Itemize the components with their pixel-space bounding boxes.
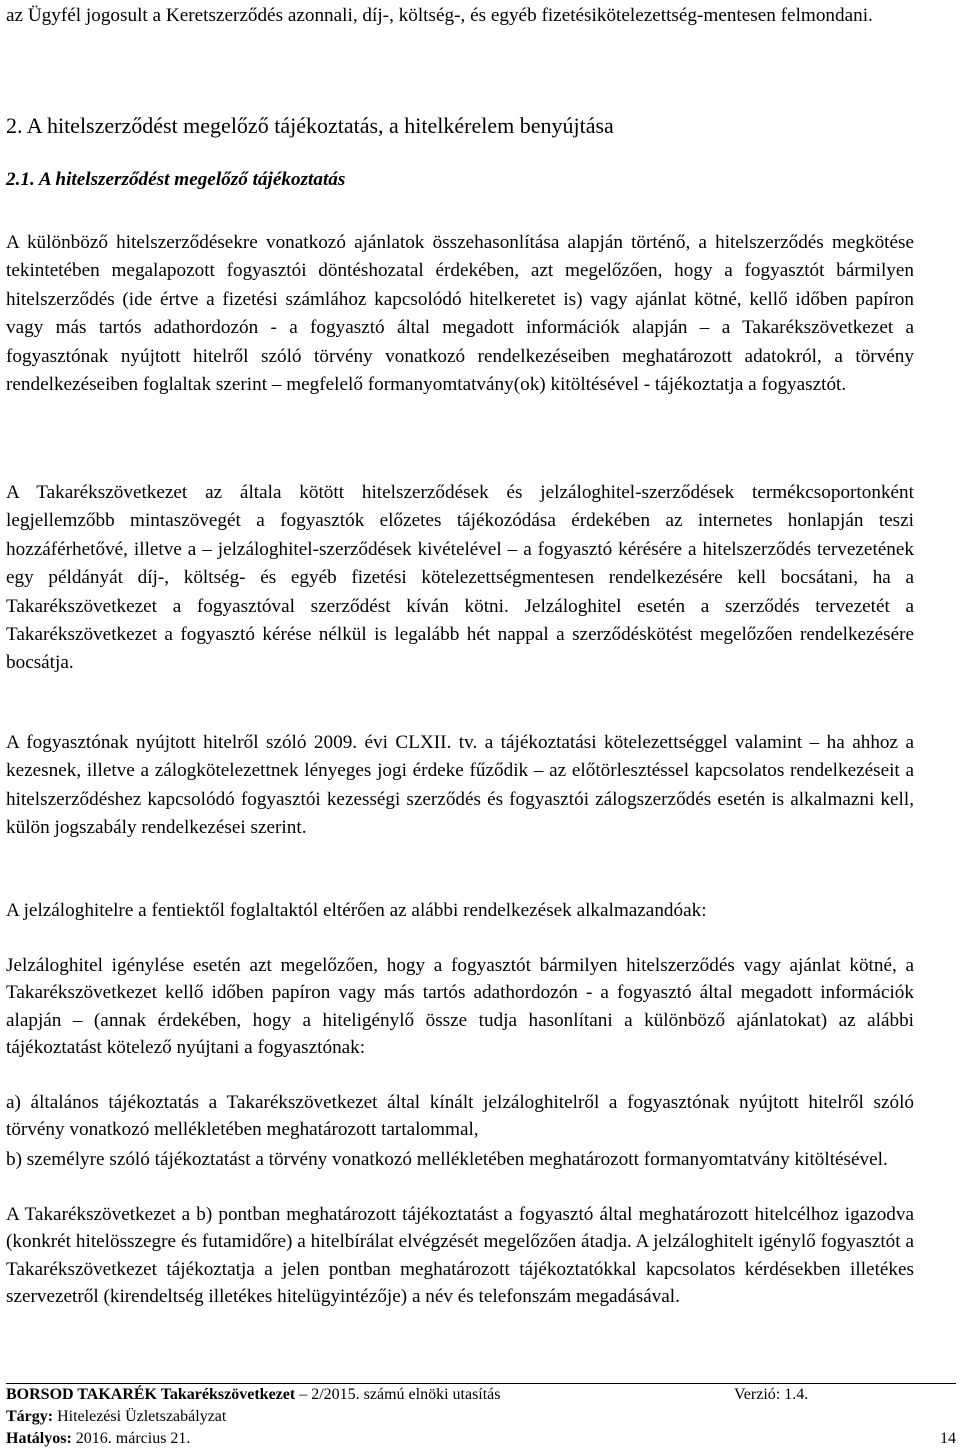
footer-doc-ref: – 2/2015. számú elnöki utasítás [295, 1386, 501, 1403]
paragraph-pre-contract-info: A különböző hitelszerződésekre vonatkozó ajánlatok összehasonlítása alapján történő, a hitelszerződés megkötése tekintetében megalapozott fogyasztói döntéshozatal érdekében, azt megelőzően, hogy a fogyasztót bármilyen hitelszerződés (ide értve a fizetési számlához kapcsolódó hitelkeretet is) vagy ajánlat kötné, kellő időben papíron vagy más tartós adathordozón - a fogyasztó által megadott információk alapján – a Takarékszövetkezet a fogyasztónak nyújtott hitelről szóló törvény vonatkozó rendelkezéseiben meghatározott adatokról, a törvény rendelkezéseiben foglaltak szerint – megfelelő formanyomtatvány(ok) kitöltésével - tájékoztatja a fogyasztót. [6, 232, 914, 396]
section-heading-2: 2. A hitelszerződést megelőző tájékoztatás, a hitelkérelem benyújtása [6, 113, 614, 138]
footer-effective-label: Hatályos: [6, 1430, 72, 1447]
paragraph-mortgage-handover: A Takarékszövetkezet a b) pontban meghatározott tájékoztatást a fogyasztó által meghatározott hitelcélhoz igazodva (konkrét hitelösszegre és futamidőre) a hitelbírálat elvégzését megelőzően átadja. A jelzáloghitelt igénylő fogyasztót a Takarékszövetkezet tájékoztatja a jelen pontban meghatározott tájékoztatókkal kapcsolatos kérdésekben illetékes szervezetről (kirendeltség illetékes hitelügyintézője) a név és telefonszám megadásával. [6, 1204, 914, 1308]
footer-organization: BORSOD TAKARÉK Takarékszövetkezet [6, 1386, 296, 1403]
paragraph-termination: az Ügyfél jogosult a Keretszerződés azonnali, díj-, költség-, és egyéb fizetésikötelezettség-mentesen felmondani. [6, 5, 873, 26]
list-item-b: b) személyre szóló tájékoztatást a törvény vonatkozó mellékletében meghatározott formanyomtatvány kitöltésével. [6, 1149, 888, 1170]
footer-version: Verzió: 1.4. [734, 1386, 809, 1403]
footer-row-3 [6, 1428, 956, 1450]
paragraph-mortgage-intro: A jelzáloghitelre a fentiektől foglaltaktól eltérően az alábbi rendelkezések alkalmazandóak: [6, 900, 707, 921]
list-item-a: a) általános tájékoztatás a Takarékszövetkezet által kínált jelzáloghitelről a fogyasztónak nyújtott hitelről szóló törvény vonatkozó mellékletében meghatározott tartalommal, [6, 1092, 914, 1141]
footer-row-2 [6, 1406, 956, 1428]
footer-subject-value: Hitelezési Üzletszabályzat [53, 1408, 227, 1425]
subsection-heading-2-1: 2.1. A hitelszerződést megelőző tájékoztatás [6, 169, 346, 190]
paragraph-mortgage-application: Jelzáloghitel igénylése esetén azt megelőzően, hogy a fogyasztót bármilyen hitelszerződés vagy ajánlat kötné, a Takarékszövetkezet kellő időben papíron vagy más tartós adathordozón - a fogyasztó által megadott információk alapján – (annak érdekében, hogy a hiteligénylő össze tudja hasonlítani a különböző ajánlatokat) az alábbi tájékoztatást kötelező nyújtani a fogyasztónak: [6, 955, 914, 1059]
paragraph-law-reference: A fogyasztónak nyújtott hitelről szóló 2009. évi CLXII. tv. a tájékoztatási kötelezettséggel valamint – ha ahhoz a kezesnek, illetve a zálogkötelezettnek lényeges jogi érdeke fűződik – az előtörlesztéssel kapcsolatos rendelkezéseit a hitelszerződéshez kapcsolódó fogyasztói kezességi szerződés és fogyasztói zálogszerződés esetén is alkalmazni kell, külön jogszabály rendelkezései szerint. [6, 732, 914, 839]
paragraph-contract-templates: A Takarékszövetkezet az általa kötött hitelszerződések és jelzáloghitel-szerződések termékcsoportonként legjellemzőbb mintaszövegét a fogyasztók előzetes tájékozódása érdekében az internetes honlapján teszi hozzáférhetővé, illetve a – jelzáloghitel-szerződések kivételével – a fogyasztó kérésére a hitelszerződés tervezetének egy példányát díj-, költség- és egyéb fizetési kötelezettségmentesen rendelkezésére kell bocsátani, ha a Takarékszövetkezet a fogyasztóval szerződést kíván kötni. Jelzáloghitel esetén a szerződés tervezetét a Takarékszövetkezet a fogyasztó kérése nélkül is legalább hét nappal a szerződéskötést megelőzően rendelkezésére bocsátja. [6, 482, 914, 674]
page-footer [6, 1383, 956, 1450]
footer-subject-label: Tárgy: [6, 1408, 54, 1425]
footer-row-1 [6, 1384, 956, 1406]
footer-effective-value: 2016. március 21. [71, 1430, 191, 1447]
page-number: 14 [940, 1430, 956, 1447]
